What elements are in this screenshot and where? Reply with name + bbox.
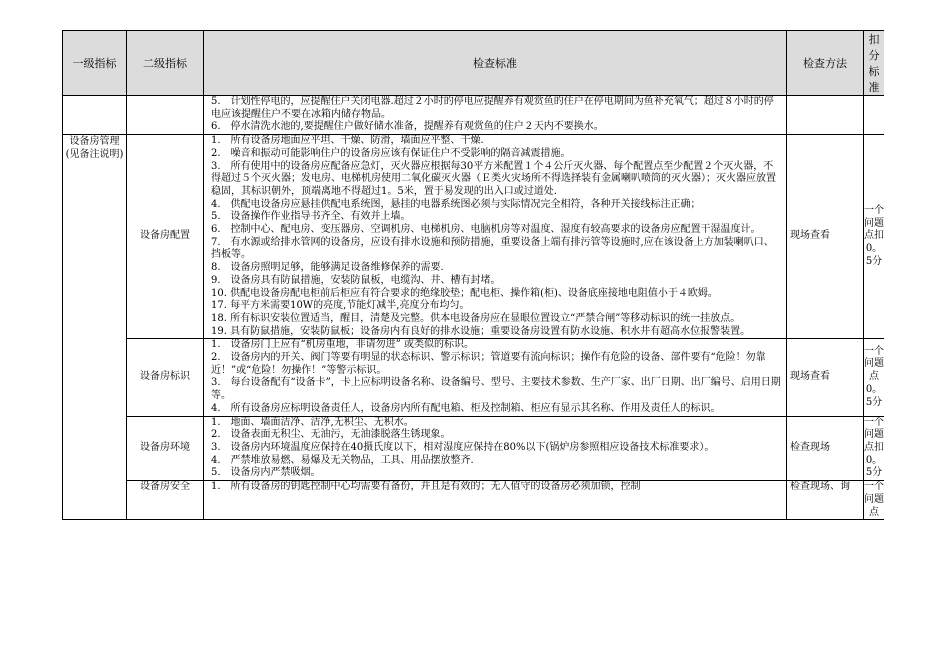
- standard-item: 3. 所有使用中的设备房应配备应急灯，灭火器应根据每30平方米配置１个４公斤灭火器、每个配置点至少配置２个灭火器，不得超过５个灭火器；发电房、电梯机房使用二氧化碳灭火器（Ｅ类火灾场所不得选择装有金属喇叭喷筒的灭火器）；灭火器应放置稳固，其标识朝外，顶端离地不得超过1。5米，置于易发现的出入口或过道处.: [211, 160, 776, 197]
- standard-item: 4. 所有设备房应标明设备责任人，设备房内所有配电箱、柜及控制箱、柜应有显示其名称、作用及责任人的标识。: [211, 402, 721, 414]
- standard-item: 7. 有水源或给排水管网的设备房，应设有排水设施和预防措施，重要设备上端有排污管等设施时,应在该设备上方加装喇叭口、挡板等。: [211, 236, 774, 261]
- table-row: [63, 416, 885, 481]
- table-row: [63, 135, 885, 339]
- table-row: [63, 339, 885, 416]
- standard-item: 2. 设备房内的开关、阀门等要有明显的状态标识、警示标识；管道要有流向标识；操作有危险的设备、部件要有“危险！勿靠近！”或“危险！勿操作！”等警示标识。: [211, 352, 766, 376]
- standard-item: 2. 噪音和振动可能影响住户的设备房应该有保证住户不受影响的隔音减震措施。: [211, 147, 571, 159]
- method-cell: 现场查看: [787, 135, 864, 339]
- header-level2: 二级指标: [127, 31, 204, 96]
- header-standard: 检查标准: [204, 31, 787, 96]
- method-cell: 检查现场: [787, 416, 864, 481]
- standard-item: 1. 地面、墙面洁净、洁净,无积尘、无积水。: [211, 416, 414, 428]
- level2-cell: 设备房环境: [127, 416, 204, 481]
- table-row: [63, 481, 885, 520]
- standard-item: 19. 具有防鼠措施，安装防鼠板；设备房内有良好的排水设施；重要设备房设置有防水设施、积水井有超高水位报警装置。: [211, 325, 751, 337]
- standard-item: 5. 设备操作作业指导书齐全、有效并上墙。: [211, 211, 411, 223]
- standard-item: 6. 控制中心、配电房、变压器房、空调机房、电梯机房、电脑机房等对温度、湿度有较高要求的设备房应配置干湿温度计。: [211, 224, 761, 236]
- score-cell: 一个问题点: [864, 481, 885, 520]
- standard-item: 4. 严禁堆放易燃、易爆及无关物品，工具、用品摆放整齐.: [211, 454, 474, 466]
- standard-item: 4. 供配电设备房应悬挂供配电系统图，悬挂的电器系统图必须与实际情况完全相符，各种开关接线标注正确；: [211, 198, 701, 210]
- standard-item: 2. 设备表面无积尘、无油污，无油漆脱落生锈现象。: [211, 429, 451, 441]
- level2-cell: 设备房标识: [127, 339, 204, 416]
- standard-item: 5. 设备房内严禁吸烟。: [211, 467, 321, 479]
- level1-label: 设备房管理(见备注说明): [65, 136, 124, 160]
- standard-cell: [204, 416, 787, 481]
- standard-cell: [204, 481, 787, 520]
- method-cell: 现场查看: [787, 339, 864, 416]
- standard-item: 17. 每平方米需要10W的亮度,节能灯减半,亮度分布均匀。: [211, 300, 470, 312]
- header-row: [63, 31, 885, 96]
- header-method: 检查方法: [787, 31, 864, 96]
- table-row: [63, 96, 885, 135]
- standard-item: 3. 设备房内环境温度应保持在40摄氏度以下，相对湿度应保持在80%以下(锅炉房参照相应设备技术标准要求）。: [211, 441, 715, 453]
- level1-cell: [63, 96, 127, 135]
- level2-cell: 设备房配置: [127, 135, 204, 339]
- standard-cell: [204, 135, 787, 339]
- level2-cell: [127, 96, 204, 135]
- header-level1: 一级指标: [63, 31, 127, 96]
- standard-cell: [204, 96, 787, 135]
- standard-item: 1. 所有设备房的钥匙控制中心均需要有备份，并且是有效的；无人值守的设备房必须加锁，控制: [211, 481, 641, 493]
- standard-item: 8. 设备房照明足够，能够满足设备维修保养的需要.: [211, 262, 444, 274]
- standard-item: 9. 设备房具有防鼠措施，安装防鼠板，电缆沟、井、槽有封堵。: [211, 274, 501, 286]
- level2-cell: 设备房安全: [127, 481, 204, 520]
- standard-item: 1. 设备房门上应有“机房重地，非请勿进” 或类似的标识。: [211, 339, 474, 351]
- score-cell: 一个问题点扣0。5分: [864, 416, 885, 481]
- method-cell: 检查现场、询: [787, 481, 864, 520]
- standard-item: 1. 所有设备房地面应平坦、干燥、防滑，墙面应平整、干燥.: [211, 135, 484, 147]
- score-cell: 一个问题点0。5分: [864, 339, 885, 416]
- standard-item: 5. 计划性停电的，应提醒住户关闭电器.超过２小时的停电应提醒养有观赏鱼的住户在停电期间为鱼补充氧气；超过８小时的停电应该提醒住户不要在冰箱内储存物品。: [211, 96, 774, 120]
- level1-cell: [63, 135, 127, 520]
- inspection-standards-table: [62, 30, 884, 520]
- method-cell: [787, 96, 864, 135]
- standard-item: 18. 所有标识安装位置适当，醒目，清楚及完整。供本电设备房应在显眼位置设立“严禁合闸”等移动标识的统一挂放点。: [211, 312, 741, 324]
- score-cell: 一个问题点扣0。5分: [864, 135, 885, 339]
- standard-cell: [204, 339, 787, 416]
- score-cell: [864, 96, 885, 135]
- standard-item: 6. 停水清洗水池的,要提醒住户做好储水准备，提醒养有观赏鱼的住户２天内不要换水。: [211, 121, 604, 133]
- standard-item: 10. 供配电设备房配电柜前后柜应有符合要求的绝缘胶垫；配电柜、操作箱(柜)、设备底座接地电阻值小于４欧姆。: [211, 287, 718, 299]
- header-score: 扣分标准: [864, 31, 885, 96]
- inspection-standards-sheet: [62, 30, 884, 615]
- standard-item: 3. 每台设备配有“设备卡”，卡上应标明设备名称、设备编号、型号、主要技术参数、生产厂家、出厂日期、出厂编号、启用日期等。: [211, 377, 781, 402]
